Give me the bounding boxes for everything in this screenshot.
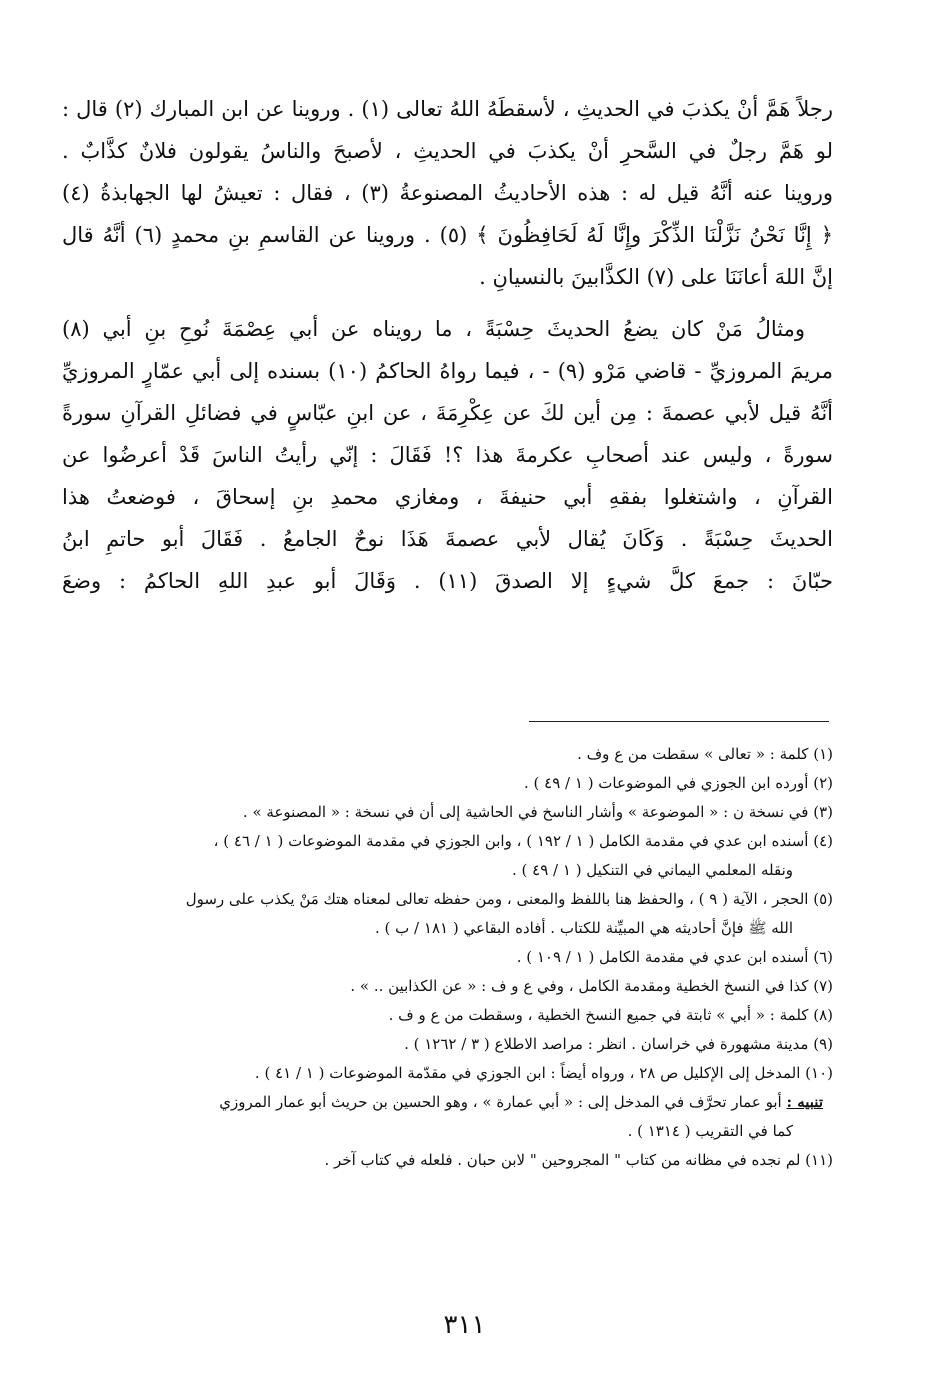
main-text (62, 88, 833, 602)
footnote: (٤) أسنده ابن عدي في مقدمة الكامل ( ١ / ١٩٢ ) ، وابن الجوزي في مقدمة الموضوعات ( ١ / ٤٦ ) ، (213, 832, 833, 850)
footnotes (62, 740, 833, 1175)
main-line: أنَّهُ قيل لأبي عصمةَ : مِن أين لكَ عن عِكْرِمَةَ ، عن ابنِ عبّاسٍ في فضائلِ القرآنِ سورةً (62, 401, 833, 425)
main-line: وروينا عنه أنَّهُ قيل له : هذه الأحاديثُ المصنوعةُ (٣) ، فقال : تعيشُ لها الجهابذةُ (٤) (62, 181, 833, 205)
footnote: (٦) أسنده ابن عدي في مقدمة الكامل ( ١ / ١٠٩ ) . (516, 948, 833, 966)
page-number: ٣١١ (443, 1310, 486, 1340)
footnote-continuation: الله ﷺ فإنَّ أحاديثه هي المبيِّنة للكتاب . أفاده البقاعي ( ١٨١ / ب ) . (375, 919, 793, 937)
footnote-divider (529, 721, 829, 722)
main-line: مريمَ المروزيِّ - قاضي مَرْو (٩) - ، فيما رواهُ الحاكمُ (١٠) بسنده إلى أبي عمّارٍ المروزيِّ (62, 359, 833, 383)
footnote: (٨) كلمة : « أبي » ثابتة في جميع النسخ الخطية ، وسقطت من ع و ف . (388, 1006, 833, 1024)
footnote: (٢) أورده ابن الجوزي في الموضوعات ( ١ / ٤٩ ) . (523, 774, 833, 792)
main-line: القرآنِ ، واشتغلوا بفقهِ أبي حنيفةَ ، ومغازي محمدِ بنِ إسحاقَ ، فوضعتُ هذا (62, 485, 833, 509)
paragraph-start-line: ومثالُ مَنْ كان يضعُ الحديثَ حِسْبَةً ، ما رويناه عن أبي عِصْمَةَ نُوحِ بنِ أبي (٨) (62, 317, 806, 341)
main-line: الحديثَ حِسْبَةً . وَكَانَ يُقال لأبي عصمةَ هَذَا نوحٌ الجامعُ . فَقَالَ أبو حاتمِ ابنُ (62, 527, 833, 551)
footnote-continuation: ونقله المعلمي اليماني في التنكيل ( ١ / ٤٩ ) . (511, 861, 793, 879)
main-line: إنَّ اللهَ أعانَنَا على (٧) الكذَّابينَ بالنسيانِ . (479, 265, 833, 289)
quran-verse-line: ﴿ إِنَّا نَحْنُ نَزَّلْنَا الذِّكْرَ وإِنَّا لَهُ لَحَافِظُونَ ﴾ (٥) . وروينا عن القاسمِ بنِ محمدٍ (٦) أنَّهُ قال (62, 223, 833, 247)
footnote: (١) كلمة : « تعالى » سقطت من ع وف . (577, 745, 833, 763)
footnote: (١٠) المدخل إلى الإكليل ص ٢٨ ، ورواه أيضاً : ابن الجوزي في مقدّمة الموضوعات ( ١ / ٤١ ) . (254, 1064, 833, 1082)
main-line: رجلاً هَمَّ أنْ يكذبَ في الحديثِ ، لأسقطَهُ اللهُ تعالى (١) . وروينا عن ابن المبارك (٢) قال : (62, 97, 833, 121)
footnote: (٥) الحجر ، الآية ( ٩ ) ، والحفظ هنا باللفظ والمعنى ، ومن حفظه تعالى لمعناه هتك مَنْ يكذب على رسول (185, 890, 833, 908)
main-line: لو هَمَّ رجلٌ في السَّحرِ أنْ يكذبَ في الحديثِ ، لأصبحَ والناسُ يقولون فلانٌ كذَّابٌ . (62, 139, 833, 163)
footnote-continuation: كما في التقريب ( ١٣١٤ ) . (627, 1122, 793, 1140)
footnote: (٩) مدينة مشهورة في خراسان . انظر : مراصد الاطلاع ( ٣ / ١٢٦٢ ) . (404, 1035, 833, 1053)
footnote: (٧) كذا في النسخ الخطية ومقدمة الكامل ، وفي ع و ف : « عن الكذابين .. » . (350, 977, 833, 995)
footnote: (٣) في نسخة ن : « الموضوعة » وأشار الناسخ في الحاشية إلى أن في نسخة : « المصنوعة » . (242, 803, 833, 821)
footnote-alert (62, 1088, 833, 1117)
alert-tag: تنبيه : (786, 1093, 823, 1111)
main-line: حبّانَ : جمعَ كلَّ شيءٍ إلا الصدقَ (١١) . وَقَالَ أبو عبدِ اللهِ الحاكمُ : وضعَ (62, 569, 833, 593)
alert-text: أبو عمار تحرَّف في المدخل إلى : « أبي عمارة » ، وهو الحسين بن حريث أبو عمار المروزي (219, 1093, 782, 1111)
footnote: (١١) لم نجده في مظانه من كتاب " المجروحين " لابن حبان . فلعله في كتاب آخر . (324, 1151, 833, 1169)
main-line: سورةً ، وليس عند أصحابِ عكرمةَ هذا ؟! فَقَالَ : إنّي رأيتُ الناسَ قَدْ أعرضُوا عن (62, 443, 833, 467)
